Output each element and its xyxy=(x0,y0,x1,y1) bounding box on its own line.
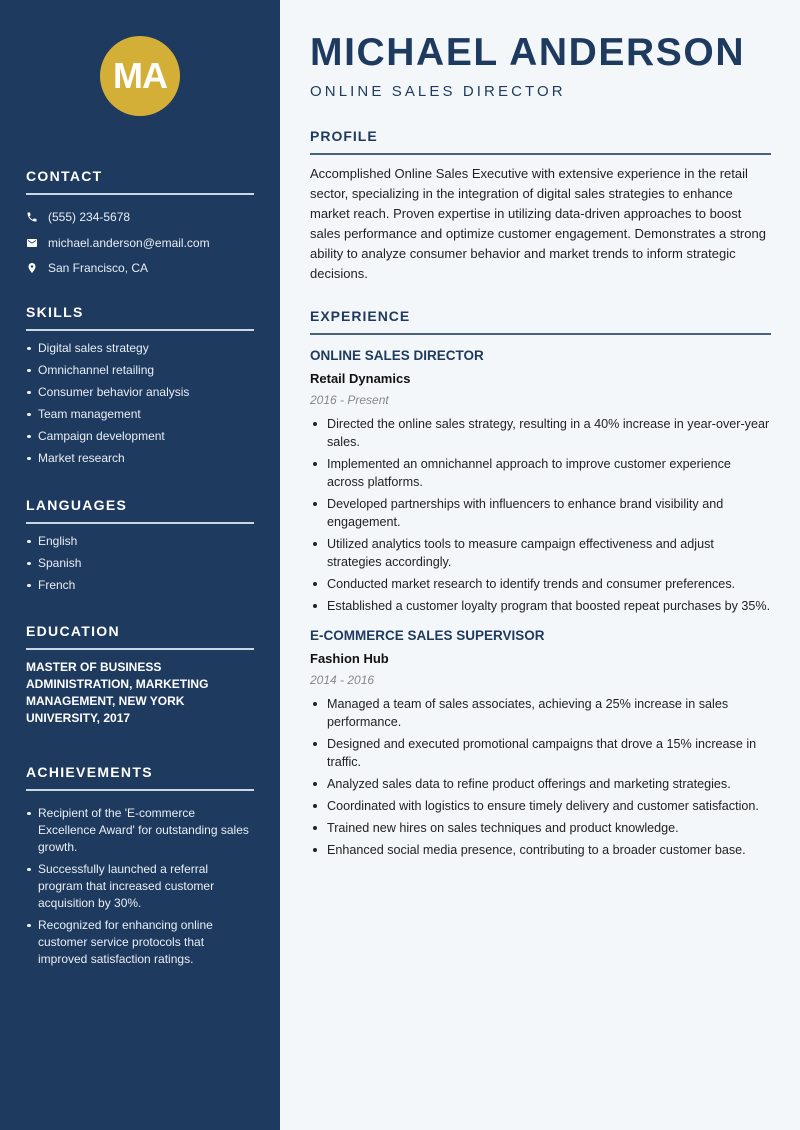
skill-item: Campaign development xyxy=(26,428,254,445)
email-icon xyxy=(26,237,48,249)
contact-list xyxy=(26,205,254,282)
experience-heading: EXPERIENCE xyxy=(310,308,411,324)
profile-summary: Accomplished Online Sales Executive with extensive experience in the retail sector, specializing in the integration of digital sales strategies to enhance market reach. Proven expertise in utilizing data-driven approaches to boost sales performance and optimize customer engagement. Demonstrates a strong ability to analyze consumer behavior and market trends to inform strategic decisions. xyxy=(310,165,766,281)
sidebar xyxy=(0,0,280,1130)
achievement-item: Recipient of the 'E-commerce Excellence Award' for outstanding sales growth. xyxy=(26,805,254,856)
job-bullet: Enhanced social media presence, contributing to a broader customer base. xyxy=(310,841,771,859)
languages-section xyxy=(26,496,254,599)
section-divider xyxy=(26,789,254,791)
achievement-item: Recognized for enhancing online customer service protocols that improved satisfaction ratings. xyxy=(26,917,254,968)
candidate-title: ONLINE SALES DIRECTOR xyxy=(310,83,566,100)
skills-list xyxy=(26,340,254,467)
skill-item: Team management xyxy=(26,406,254,423)
location-pin-icon xyxy=(26,262,48,274)
achievements-section xyxy=(26,763,254,973)
job-dates: 2016 - Present xyxy=(310,392,389,407)
job-entry xyxy=(310,347,771,615)
job-bullet: Implemented an omnichannel approach to improve customer experience across platforms. xyxy=(310,455,771,491)
achievements-heading: ACHIEVEMENTS xyxy=(26,764,153,780)
job-entry xyxy=(310,627,771,859)
contact-heading: CONTACT xyxy=(26,168,103,184)
job-bullet: Established a customer loyalty program that boosted repeat purchases by 35%. xyxy=(310,597,771,615)
achievements-list xyxy=(26,805,254,968)
job-bullets xyxy=(310,695,771,859)
email-text: michael.anderson@email.com xyxy=(48,235,210,250)
contact-section xyxy=(26,167,254,281)
job-bullets xyxy=(310,415,771,615)
job-bullet: Designed and executed promotional campaigns that drove a 15% increase in traffic. xyxy=(310,735,771,771)
job-title: ONLINE SALES DIRECTOR xyxy=(310,347,484,363)
skills-section xyxy=(26,303,254,472)
section-divider xyxy=(310,333,771,335)
phone-icon xyxy=(26,211,48,223)
skills-heading: SKILLS xyxy=(26,304,84,320)
phone-text: (555) 234-5678 xyxy=(48,210,131,225)
job-bullet: Analyzed sales data to refine product offerings and marketing strategies. xyxy=(310,775,771,793)
job-dates: 2014 - 2016 xyxy=(310,672,375,687)
section-divider xyxy=(26,648,254,650)
job-bullet: Trained new hires on sales techniques and product knowledge. xyxy=(310,819,771,837)
location-text: San Francisco, CA xyxy=(48,261,149,276)
job-company: Retail Dynamics xyxy=(310,370,411,386)
skill-item: Digital sales strategy xyxy=(26,340,254,357)
candidate-name: MICHAEL ANDERSON xyxy=(310,31,746,74)
avatar xyxy=(100,36,180,116)
section-divider xyxy=(26,329,254,331)
education-section xyxy=(26,622,254,728)
education-heading: EDUCATION xyxy=(26,623,120,639)
job-bullet: Directed the online sales strategy, resulting in a 40% increase in year-over-year sales. xyxy=(310,415,771,451)
avatar-initials: MA xyxy=(113,55,167,96)
skill-item: Market research xyxy=(26,450,254,467)
skill-item: Consumer behavior analysis xyxy=(26,384,254,401)
languages-list xyxy=(26,533,254,594)
section-divider xyxy=(26,193,254,195)
skill-item: Omnichannel retailing xyxy=(26,362,254,379)
profile-heading: PROFILE xyxy=(310,128,378,144)
education-degree: MASTER OF BUSINESS ADMINISTRATION, MARKETING MANAGEMENT, NEW YORK UNIVERSITY, 2017 xyxy=(26,659,209,726)
job-bullet: Managed a team of sales associates, achieving a 25% increase in sales performance. xyxy=(310,695,771,731)
profile-section xyxy=(310,127,771,284)
job-bullet: Developed partnerships with influencers to enhance brand visibility and engagement. xyxy=(310,495,771,531)
language-item: Spanish xyxy=(26,555,254,572)
job-bullet: Coordinated with logistics to ensure timely delivery and customer satisfaction. xyxy=(310,797,771,815)
section-divider xyxy=(26,522,254,524)
languages-heading: LANGUAGES xyxy=(26,497,128,513)
job-title: E-COMMERCE SALES SUPERVISOR xyxy=(310,627,545,643)
achievement-item: Successfully launched a referral program that increased customer acquisition by 30%. xyxy=(26,861,254,912)
section-divider xyxy=(310,153,771,155)
job-company: Fashion Hub xyxy=(310,650,389,666)
language-item: English xyxy=(26,533,254,550)
job-bullet: Utilized analytics tools to measure campaign effectiveness and adjust strategies accordingly. xyxy=(310,535,771,571)
contact-phone[interactable] xyxy=(26,205,254,231)
experience-section xyxy=(310,307,771,863)
contact-email[interactable] xyxy=(26,230,254,256)
job-bullet: Conducted market research to identify trends and consumer preferences. xyxy=(310,575,771,593)
language-item: French xyxy=(26,577,254,594)
contact-location xyxy=(26,256,254,282)
